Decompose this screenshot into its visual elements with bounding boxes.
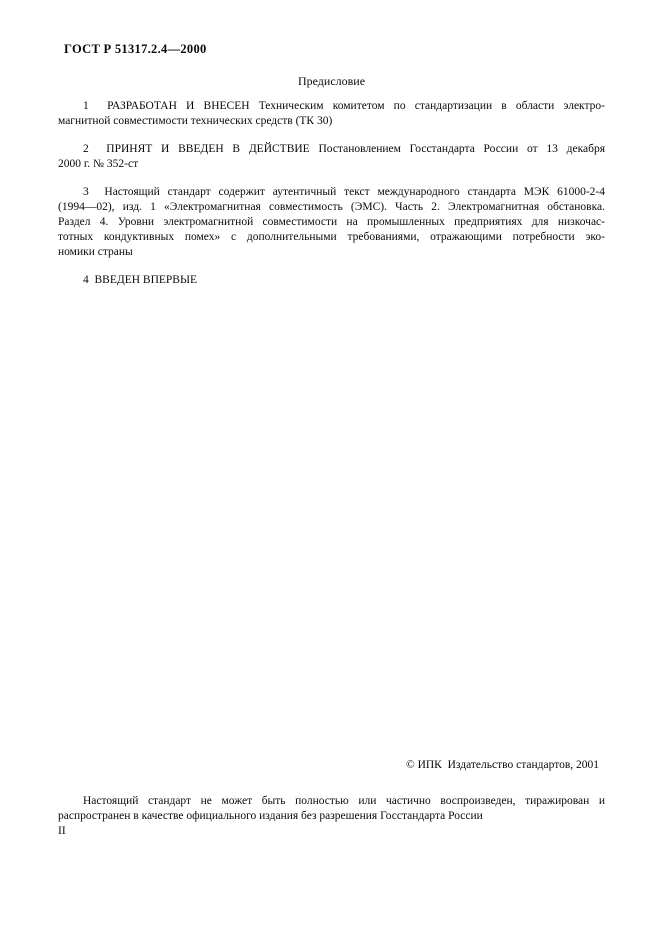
text-line: 3 Настоящий стандарт содержит аутентичный текст международного стандарта МЭК 61000-2-4 [83,186,605,198]
copyright-line: © ИПК Издательство стандартов, 2001 [405,759,599,771]
text-line: распространен в качестве официального издания без разрешения Госстандарта России [58,810,483,822]
text-line: Настоящий стандарт не может быть полностью или частично воспроизведен, тиражирован и [83,795,605,807]
text-line: магнитной совместимости технических средств (ТК 30) [58,115,333,127]
foreword-section [58,99,605,301]
page-title: Предисловие [297,74,366,88]
reproduction-notice [58,794,605,824]
text-line: 4 ВВЕДЕН ВПЕРВЫЕ [83,274,198,286]
page-number: II [58,825,66,837]
standard-designation: ГОСТ Р 51317.2.4—2000 [64,42,207,56]
text-line: номики страны [58,246,133,258]
foreword-item-3 [58,185,605,260]
text-line: (1994—02), изд. 1 «Электромагнитная совместимость (ЭМС). Часть 2. Электромагнитная обстановка. [58,201,605,213]
foreword-item-2 [58,142,605,172]
foreword-item-4 [58,273,605,288]
text-line: 1 РАЗРАБОТАН И ВНЕСЕН Техническим комитетом по стандартизации в области электро- [83,100,605,112]
foreword-item-1 [58,99,605,129]
text-line: тотных кондуктивных помех» с дополнительными требованиями, отражающими потребности эко- [58,231,605,243]
text-line: 2000 г. № 352-ст [58,158,139,170]
text-line: Раздел 4. Уровни электромагнитной совместимости на промышленных предприятиях для низкочас- [58,216,605,228]
text-line: 2 ПРИНЯТ И ВВЕДЕН В ДЕЙСТВИЕ Постановлением Госстандарта России от 13 декабря [83,143,605,155]
